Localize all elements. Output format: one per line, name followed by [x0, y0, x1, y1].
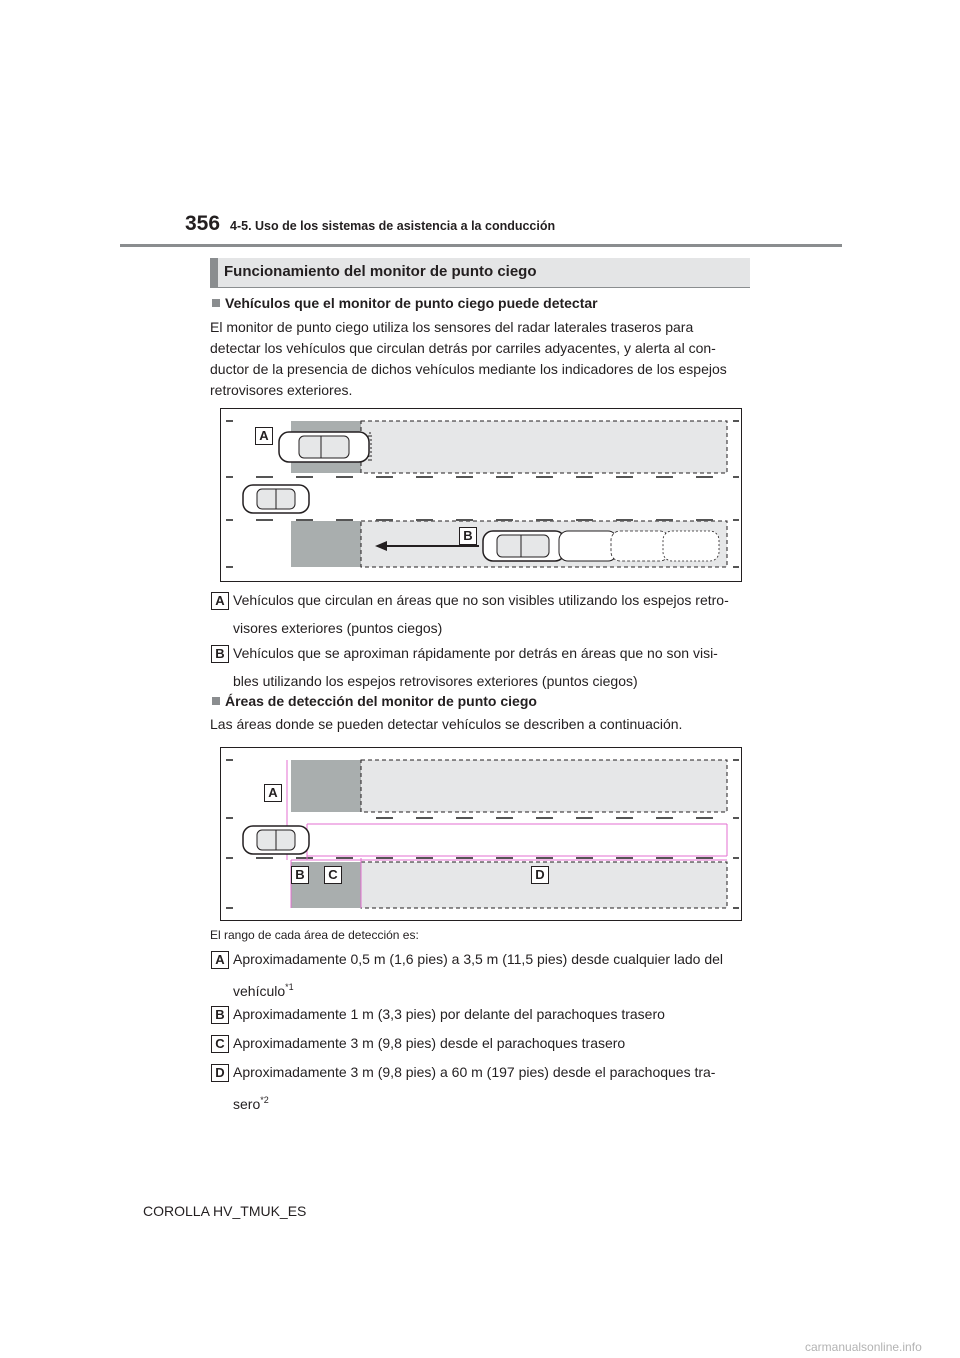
item-label-d: D	[211, 1064, 229, 1082]
subheading-detection-areas	[212, 693, 537, 709]
blind-spot-zone-lower	[291, 521, 361, 567]
motion-ghost-icon	[559, 531, 719, 561]
figure-blind-spot-vehicles	[220, 408, 742, 582]
figure-label-d: D	[531, 866, 549, 884]
figure-label-a: A	[255, 427, 273, 445]
item-b-text	[233, 639, 718, 695]
footer-watermark: carmanualsonline.info	[805, 1340, 922, 1354]
subheading-text: Vehículos que el monitor de punto ciego puede detectar	[225, 295, 598, 311]
item-line: Vehículos que se aproximan rápidamente por detrás en áreas que no son visi-	[233, 645, 718, 661]
paragraph-line: ductor de la presencia de dichos vehículos mediante los indicadores de los espejos	[210, 361, 727, 377]
header-rule	[120, 244, 842, 247]
item-label-a: A	[211, 951, 229, 969]
item-line: Aproximadamente 0,5 m (1,6 pies) a 3,5 m (11,5 pies) desde cualquier lado del	[233, 951, 724, 967]
item-line	[233, 1086, 715, 1118]
range-caption: El rango de cada área de detección es:	[210, 928, 419, 942]
page-number: 356	[185, 212, 221, 235]
square-bullet-icon	[212, 697, 220, 705]
section-band	[210, 258, 750, 288]
figure-label-b: B	[291, 866, 309, 884]
paragraph-line: El monitor de punto ciego utiliza los sensores del radar laterales traseros para	[210, 319, 694, 335]
own-car-icon	[243, 485, 309, 513]
range-c-text: Aproximadamente 3 m (9,8 pies) desde el parachoques trasero	[233, 1035, 626, 1051]
blind-spot-zone-upper	[291, 760, 361, 812]
item-line: Aproximadamente 3 m (9,8 pies) a 60 m (197 pies) desde el parachoques tra-	[233, 1064, 716, 1080]
footer-manual-code: COROLLA HV_TMUK_ES	[143, 1203, 307, 1219]
item-label-a: A	[211, 592, 229, 610]
range-a-text	[233, 945, 723, 1005]
paragraph-line: detectar los vehículos que circulan detrás por carriles adyacentes, y alerta al con-	[210, 340, 716, 356]
item-label-c: C	[211, 1035, 229, 1053]
road-diagram-1	[221, 409, 741, 581]
footnote-ref: *2	[260, 1095, 269, 1105]
chapter-title: 4-5. Uso de los sistemas de asistencia a la conducción	[230, 219, 556, 233]
item-label-b: B	[211, 1006, 229, 1024]
item-label-b: B	[211, 645, 229, 663]
item-line: bles utilizando los espejos retrovisores exteriores (puntos ciegos)	[233, 673, 638, 689]
detection-zone-upper	[361, 421, 727, 473]
range-b-text: Aproximadamente 1 m (3,3 pies) por delante del parachoques trasero	[233, 1006, 665, 1022]
square-bullet-icon	[212, 299, 220, 307]
paragraph-line: retrovisores exteriores.	[210, 382, 353, 398]
figure-label-a: A	[264, 784, 282, 802]
subheading-text: Áreas de detección del monitor de punto ciego	[225, 693, 537, 709]
footnote-ref: *1	[285, 982, 294, 992]
item-a-text	[233, 586, 729, 642]
detection-zone-upper	[361, 760, 727, 812]
intro-paragraph	[210, 317, 755, 401]
figure-label-b: B	[459, 527, 477, 545]
areas-paragraph: Las áreas donde se pueden detectar vehículos se describen a continuación.	[210, 716, 683, 732]
item-line: Vehículos que circulan en áreas que no son visibles utilizando los espejos retro-	[233, 592, 729, 608]
figure-detection-areas	[220, 747, 742, 921]
item-line: visores exteriores (puntos ciegos)	[233, 620, 443, 636]
own-car-icon	[243, 826, 309, 854]
item-line-text: sero	[233, 1096, 261, 1112]
section-accent-bar	[210, 258, 218, 287]
section-title: Funcionamiento del monitor de punto ciego	[224, 263, 537, 280]
car-icon	[279, 432, 369, 462]
road-diagram-2	[221, 748, 741, 920]
item-line-text: vehículo	[233, 983, 286, 999]
subheading-detectable-vehicles	[212, 295, 598, 311]
approaching-car-icon	[483, 531, 565, 561]
range-d-text	[233, 1058, 715, 1118]
figure-label-c: C	[324, 866, 342, 884]
